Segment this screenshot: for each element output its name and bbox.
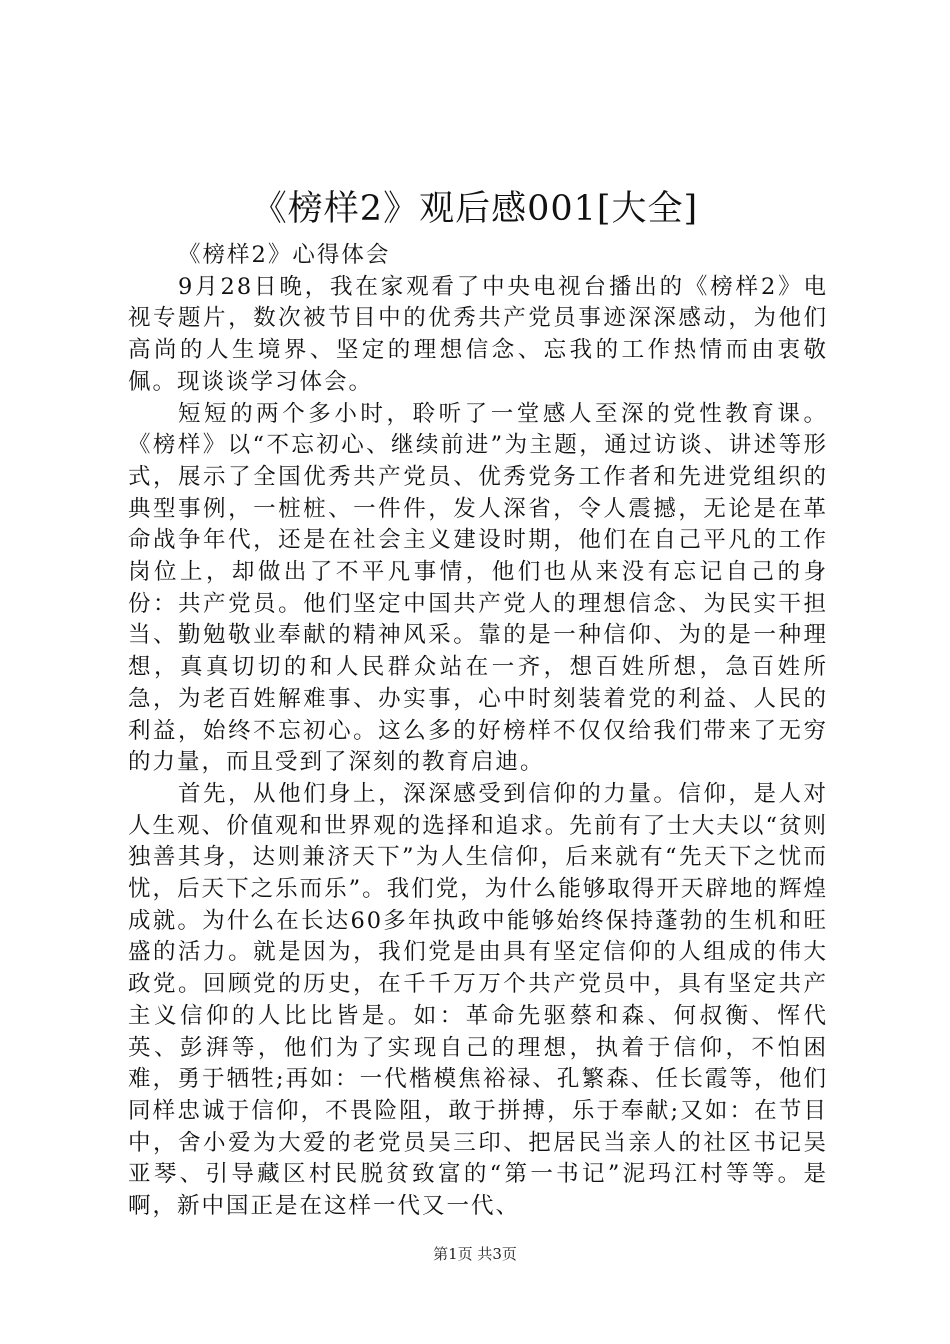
document-title: 《榜样2》观后感001[大全] (251, 189, 699, 229)
page-number-footer: 第1页 共3页 (433, 1245, 517, 1263)
paragraph-intro: 9月28日晚，我在家观看了中央电视台播出的《榜样2》电视专题片，数次被节目中的优秀共产党员事迹深深感动，为他们高尚的人生境界、坚定的理想信念、忘我的工作热情而由衷敬佩。现谈谈学习体会。 (128, 273, 828, 395)
paragraph-lesson: 短短的两个多小时，聆听了一堂感人至深的党性教育课。《榜样》以“不忘初心、继续前进”为主题，通过访谈、讲述等形式，展示了全国优秀共产党员、优秀党务工作者和先进党组织的典型事例，一桩桩、一件件，发人深省，令人震撼，无论是在革命战争年代，还是在社会主义建设时期，他们在自己平凡的工作岗位上，却做出了不平凡事情，他们也从来没有忘记自己的身份：共产党员。他们坚定中国共产党人的理想信念、为民实干担当、勤勉敬业奉献的精神风采。靠的是一种信仰、为的是一种理想，真真切切的和人民群众站在一齐，想百姓所想，急百姓所急，为老百姓解难事、办实事，心中时刻装着党的利益、人民的利益，始终不忘初心。这么多的好榜样不仅仅给我们带来了无穷的力量，而且受到了深刻的教育启迪。 (128, 400, 828, 776)
document-body (128, 240, 828, 1223)
paragraph-subtitle: 《榜样2》心得体会 (178, 242, 391, 268)
paragraph-faith: 首先，从他们身上，深深感受到信仰的力量。信仰，是人对人生观、价值观和世界观的选择和追求。先前有了士大夫以“贫则独善其身，达则兼济天下”为人生信仰，后来就有“先天下之忧而忧，后天下之乐而乐”。我们党，为什么能够取得开天辟地的辉煌成就。为什么在长达60多年执政中能够始终保持蓬勃的生机和旺盛的活力。就是因为，我们党是由具有坚定信仰的人组成的伟大政党。回顾党的历史，在千千万万个共产党员中，具有坚定共产主义信仰的人比比皆是。如：革命先驱蔡和森、何叔衡、恽代英、彭湃等，他们为了实现自己的理想，执着于信仰，不怕困难，勇于牺牲;再如：一代楷模焦裕禄、孔繁森、任长霞等，他们同样忠诚于信仰，不畏险阻，敢于拼搏，乐于奉献;又如：在节目中，舍小爱为大爱的老党员吴三印、把居民当亲人的社区书记吴亚琴、引导藏区村民脱贫致富的“第一书记”泥玛江村等等。是啊，新中国正是在这样一代又一代、 (128, 780, 828, 1220)
